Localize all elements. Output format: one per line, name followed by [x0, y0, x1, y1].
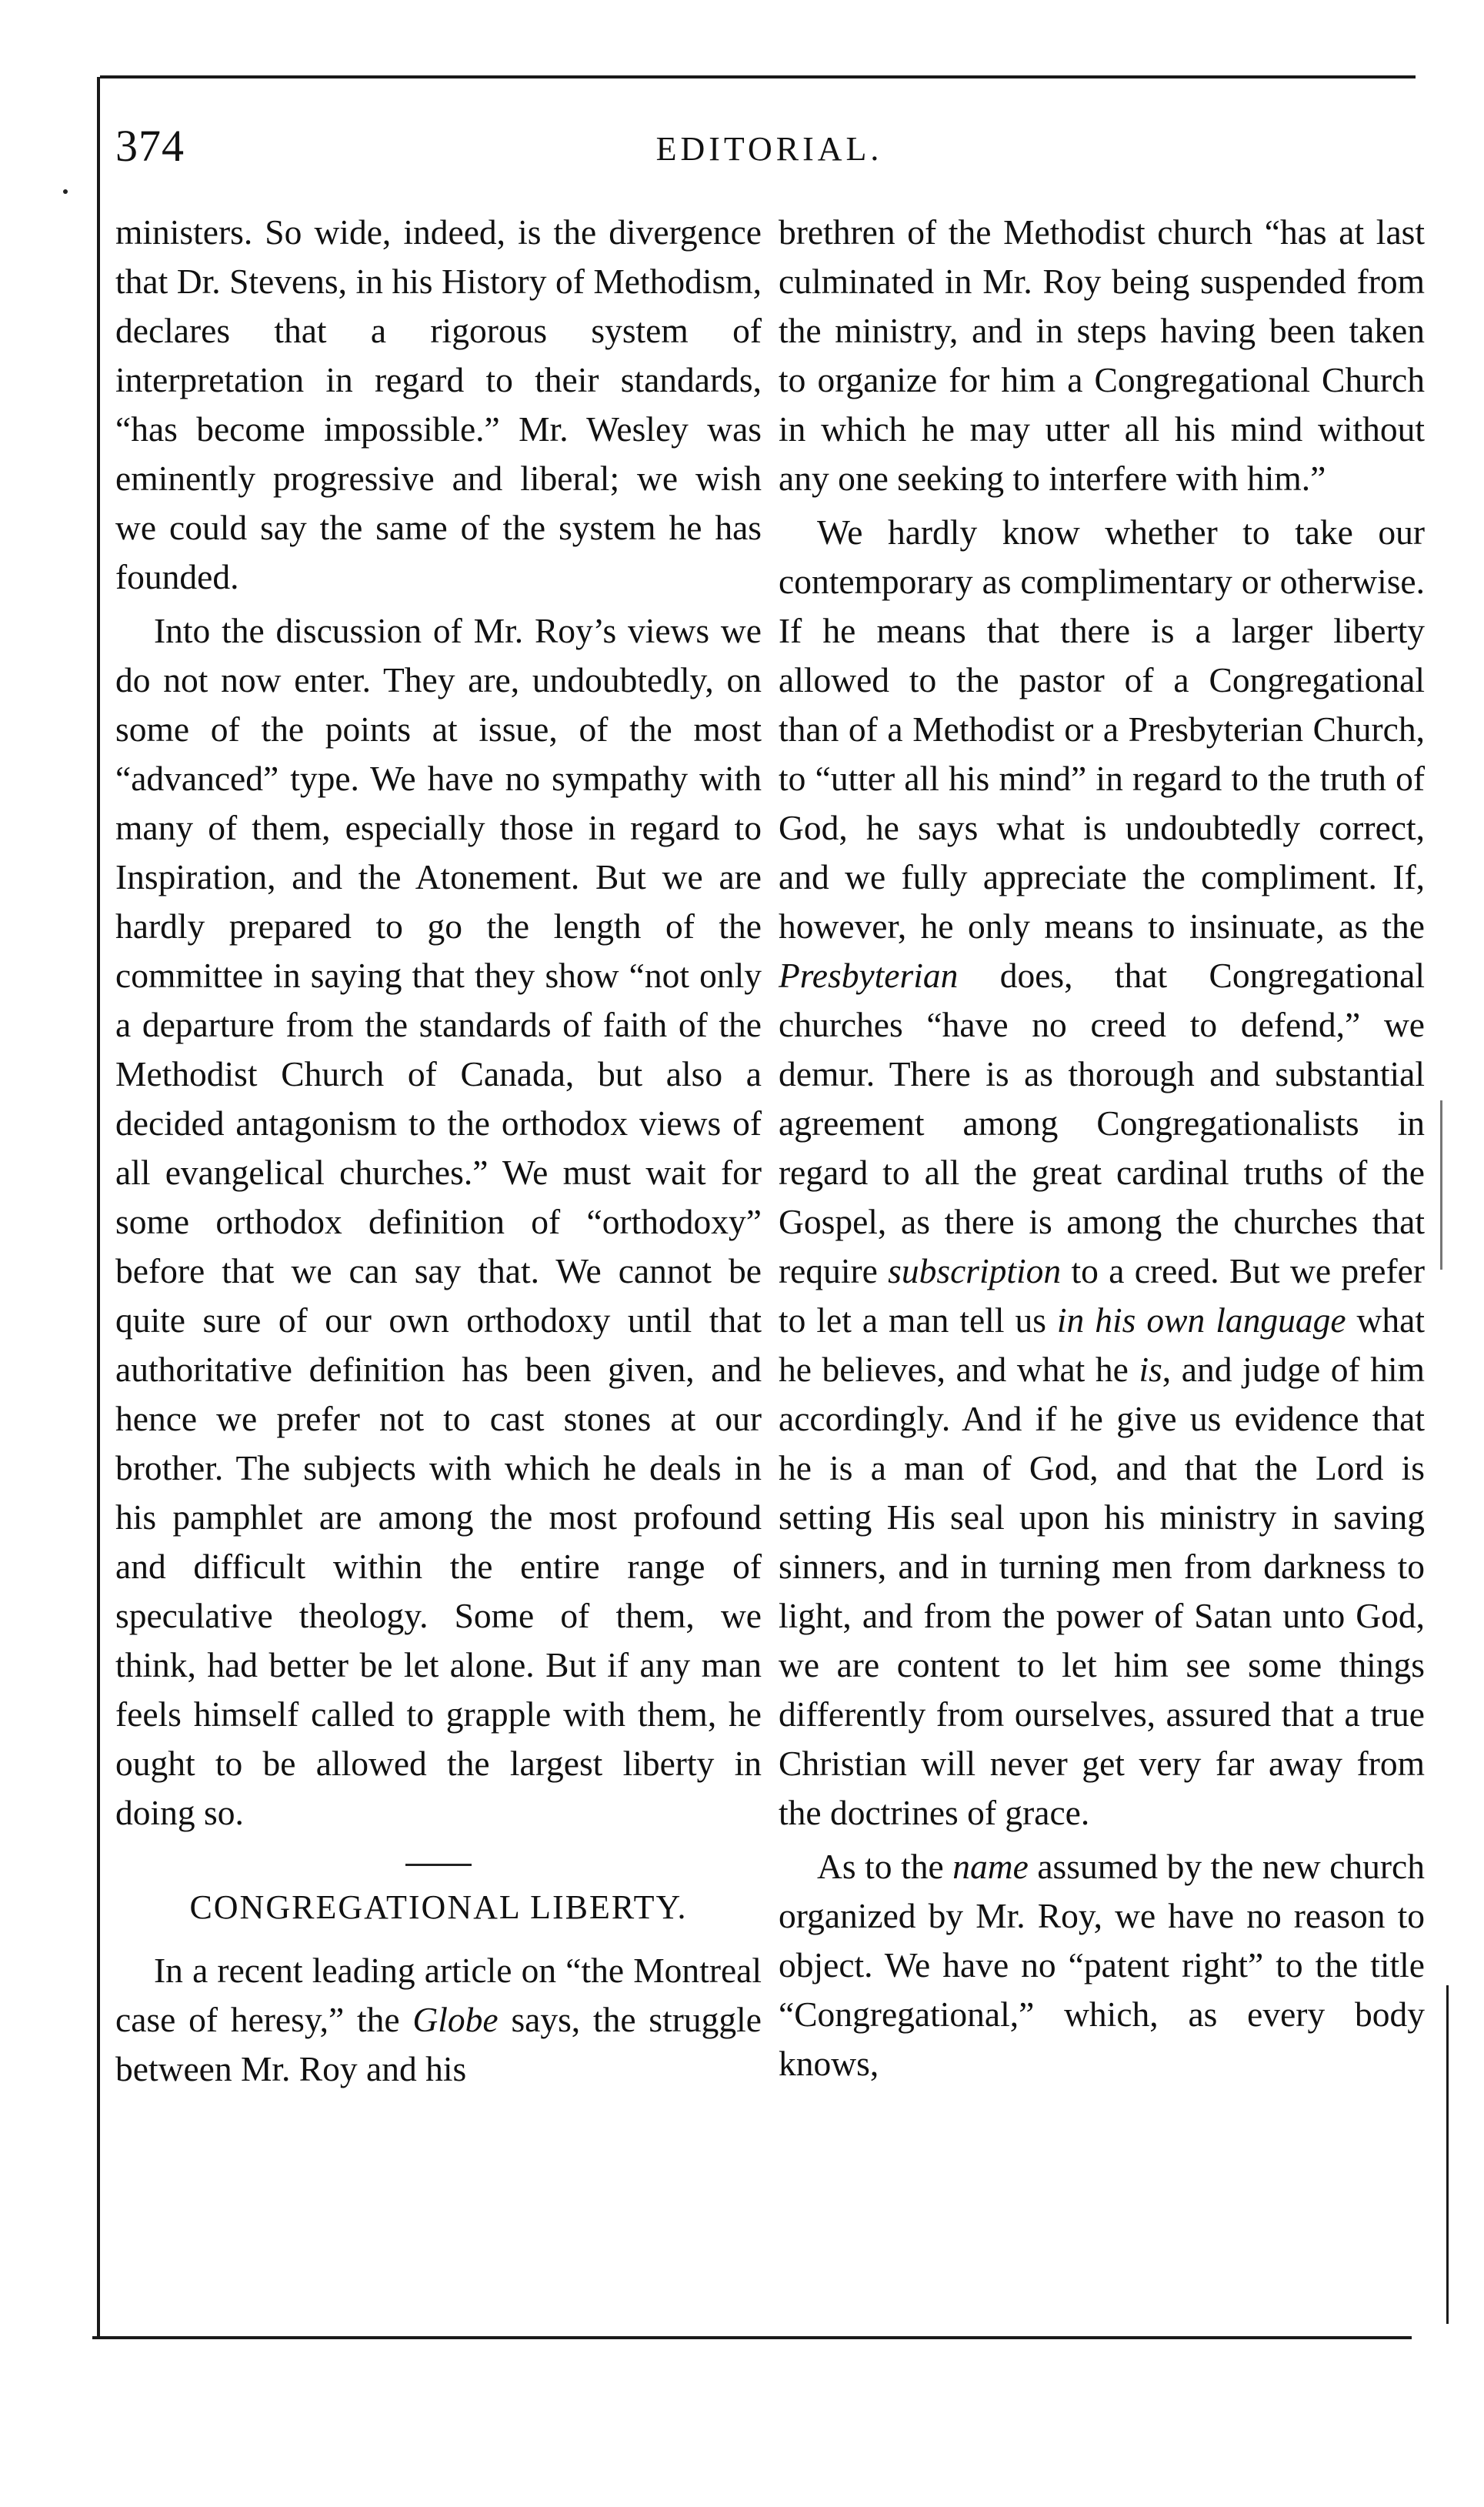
- right-paragraph-2-text-b: does, that Congregational churches “have no creed to defend,” we demur. There is as thorough and substantial agreement among Congregationalists in regard to all the great cardinal truths of the Gospel, as there is among the churches that require: [779, 956, 1425, 1290]
- right-paragraph-2-text-e: , and judge of him accordingly. And if he give us evidence that he is a man of God, and that the Lord is setting His seal upon his ministry in saving sinners, and in turning men from darkness to light, and from the power of Satan unto God, we are content to let him see some things differently from ourselves, assured that a true Christian will never get very far away from the doctrines of grace.: [779, 1350, 1425, 1832]
- running-head: EDITORIAL.: [655, 130, 883, 168]
- right-margin-mark: [1440, 1100, 1442, 1270]
- right-paragraph-3: [779, 1842, 1425, 2088]
- top-rule: [100, 75, 1416, 78]
- subscription-italic: subscription: [888, 1251, 1062, 1290]
- left-paragraph-3: [115, 1946, 762, 2094]
- left-paragraph-1: ministers. So wide, indeed, is the divergence that Dr. Stevens, in his History of Methodism, declares that a rigorous system of interpretation in regard to their standards, “has become impossible.” Mr. Wesley was eminently progressive and liberal; we wish we could say the same of the system he has founded.: [115, 212, 762, 596]
- margin-dot: [63, 189, 68, 194]
- right-paragraph-3-text-a: As to the: [817, 1847, 953, 1886]
- left-column: [115, 208, 762, 2094]
- page-number: 374: [115, 121, 185, 171]
- right-margin-rule: [1446, 1985, 1449, 2324]
- presbyterian-italic: Presbyterian: [779, 956, 959, 995]
- page-header: [115, 115, 1423, 177]
- right-column: [779, 208, 1425, 2088]
- right-paragraph-2-text-a: We hardly know whether to take our contemporary as complimentary or otherwise. If he means that there is a larger liberty allowed to the pastor of a Congregational than of a Methodist or a Presbyterian Church, to “utter all his mind” in regard to the truth of God, he says what is undoubtedly correct, and we fully appreciate the compliment. If, however, he only means to insinuate, as the: [779, 512, 1425, 946]
- left-margin-rule: [97, 77, 100, 2339]
- right-paragraph-2: [779, 508, 1425, 1838]
- left-paragraph-3-text-b: says, the struggle between Mr. Roy and his: [115, 2000, 762, 2088]
- section-title: CONGREGATIONAL LIBERTY.: [189, 1888, 688, 1926]
- bottom-rule: [92, 2336, 1412, 2339]
- right-paragraph-1: brethren of the Methodist church “has at last culminated in Mr. Roy being suspended from the ministry, and in steps having been taken to organize for him a Congregational Church in which he may utter all his mind without any one seeking to interfere with him.”: [779, 212, 1425, 498]
- globe-italic: Globe: [412, 2000, 499, 2039]
- own-language-italic: in his own language: [1056, 1300, 1346, 1340]
- right-paragraph-2-text-c: to a creed. But we prefer to let a man tell us: [779, 1251, 1425, 1340]
- right-paragraph-3-text-b: assumed by the new church organized by Mr. Roy, we have no reason to object. We have no “patent right” to the title “Congregational,” which, as every body knows,: [779, 1847, 1425, 2083]
- left-paragraph-3-text-a: In a recent leading article on “the Montreal case of heresy,” the: [115, 1951, 762, 2039]
- left-paragraph-2: Into the discussion of Mr. Roy’s views we do not now enter. They are, undoubtedly, on some of the points at issue, of the most “advanced” type. We have no sympathy with many of them, especially those in regard to Inspiration, and the Atonement. But we are hardly prepared to go the length of the committee in saying that they show “not only a departure from the standards of faith of the Methodist Church of Canada, but also a decided antagonism to the orthodox views of all evangelical churches.” We must wait for some orthodox definition of “orthodoxy” before that we can say that. We cannot be quite sure of our own orthodoxy until that authoritative definition has been given, and hence we prefer not to cast stones at our brother. The subjects with which he deals in his pamphlet are among the most profound and difficult within the entire range of speculative theology. Some of them, we think, had better be let alone. But if any man feels himself called to grapple with them, he ought to be allowed the largest liberty in doing so.: [115, 611, 762, 1832]
- right-paragraph-2-text-d: what he believes, and what he: [779, 1300, 1425, 1389]
- name-italic: name: [952, 1847, 1029, 1886]
- is-italic: is: [1139, 1350, 1162, 1389]
- section-divider: [405, 1864, 472, 1866]
